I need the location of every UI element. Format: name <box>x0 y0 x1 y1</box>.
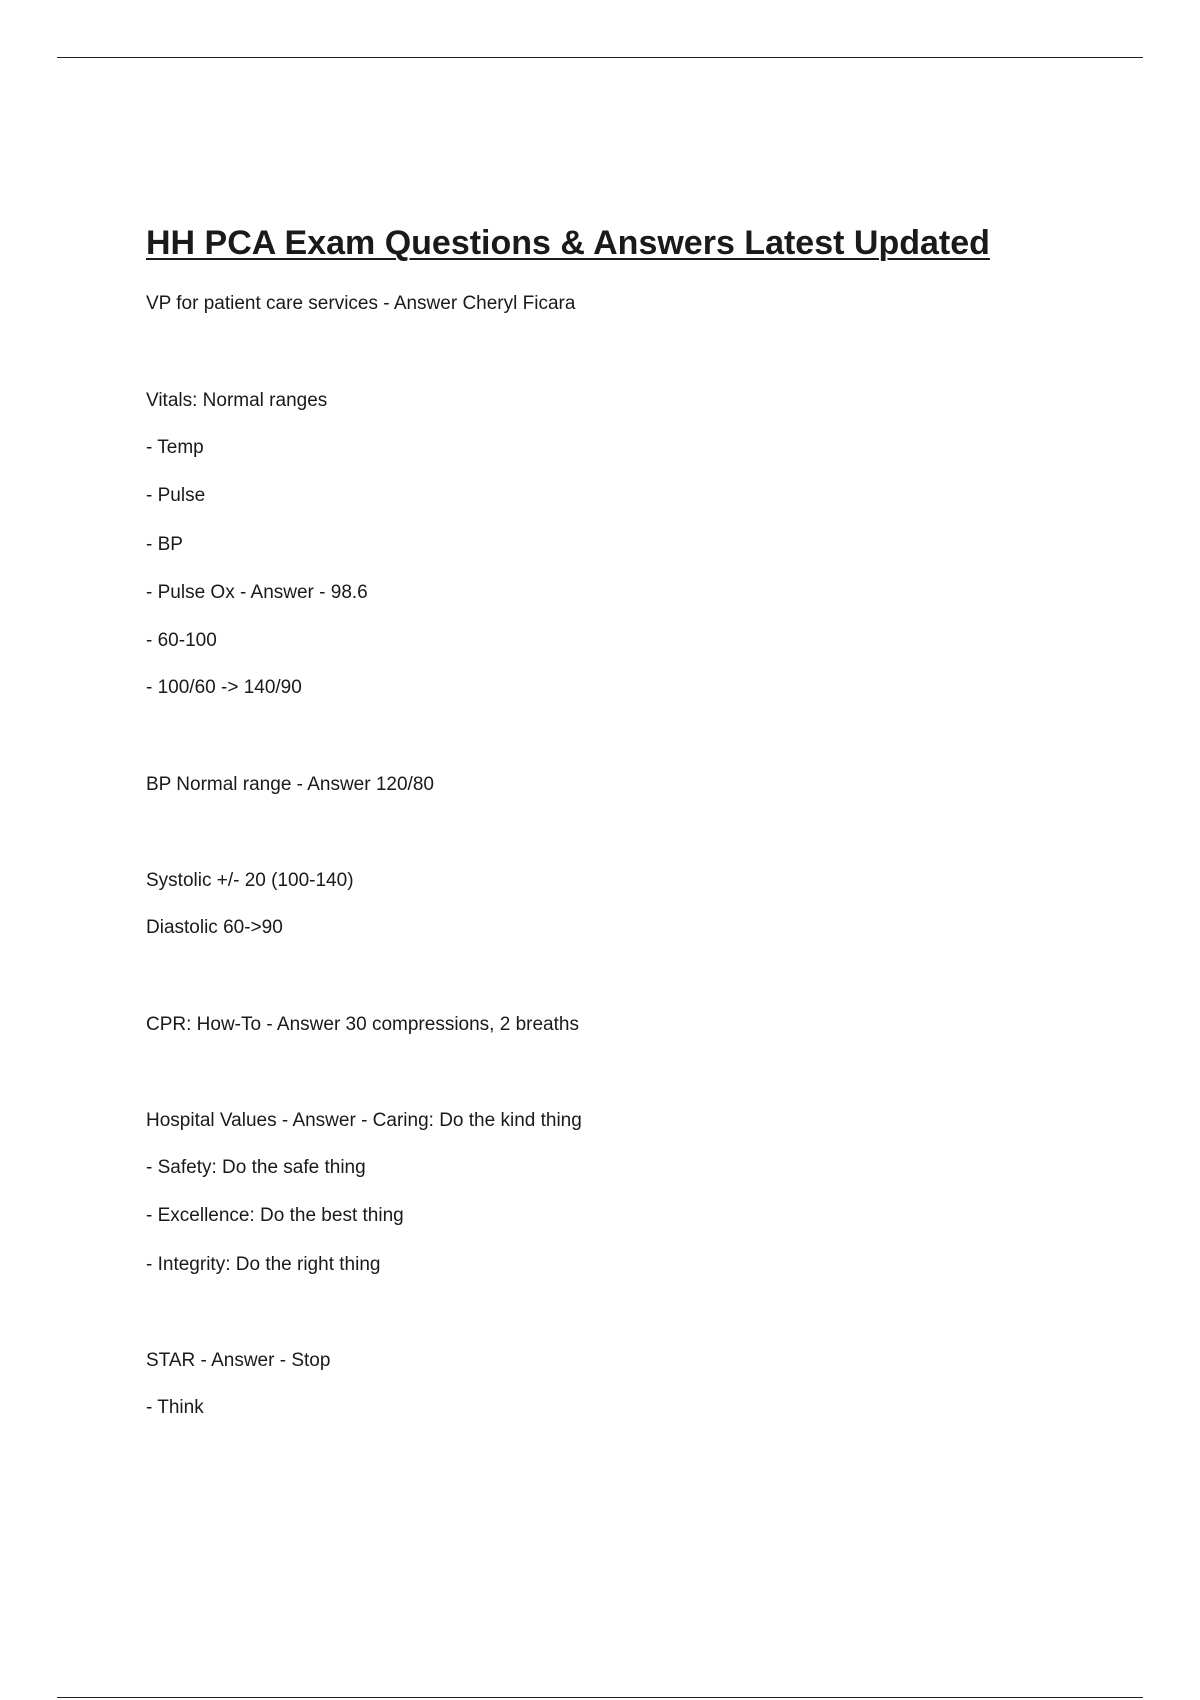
qa-line: BP Normal range - Answer 120/80 <box>146 774 434 795</box>
document-title: HH PCA Exam Questions & Answers Latest Updated <box>146 224 990 262</box>
qa-line: - Integrity: Do the right thing <box>146 1254 381 1275</box>
qa-line: STAR - Answer - Stop <box>146 1350 331 1371</box>
qa-line: - Excellence: Do the best thing <box>146 1205 404 1226</box>
qa-line: Diastolic 60->90 <box>146 917 283 938</box>
qa-line: Systolic +/- 20 (100-140) <box>146 870 354 891</box>
qa-line: Vitals: Normal ranges <box>146 390 328 411</box>
qa-line: - 60-100 <box>146 630 217 651</box>
qa-line: Hospital Values - Answer - Caring: Do the kind thing <box>146 1110 582 1131</box>
qa-line: - BP <box>146 534 183 555</box>
qa-line: VP for patient care services - Answer Cheryl Ficara <box>146 293 576 314</box>
qa-line: - Temp <box>146 437 204 458</box>
qa-line: - Pulse <box>146 485 206 506</box>
qa-line: - 100/60 -> 140/90 <box>146 677 302 698</box>
bottom-rule <box>57 1697 1143 1698</box>
top-rule <box>57 57 1143 58</box>
qa-line: CPR: How-To - Answer 30 compressions, 2 breaths <box>146 1014 579 1035</box>
qa-line: - Pulse Ox - Answer - 98.6 <box>146 582 368 603</box>
qa-line: - Think <box>146 1397 204 1418</box>
qa-line: - Safety: Do the safe thing <box>146 1157 366 1178</box>
